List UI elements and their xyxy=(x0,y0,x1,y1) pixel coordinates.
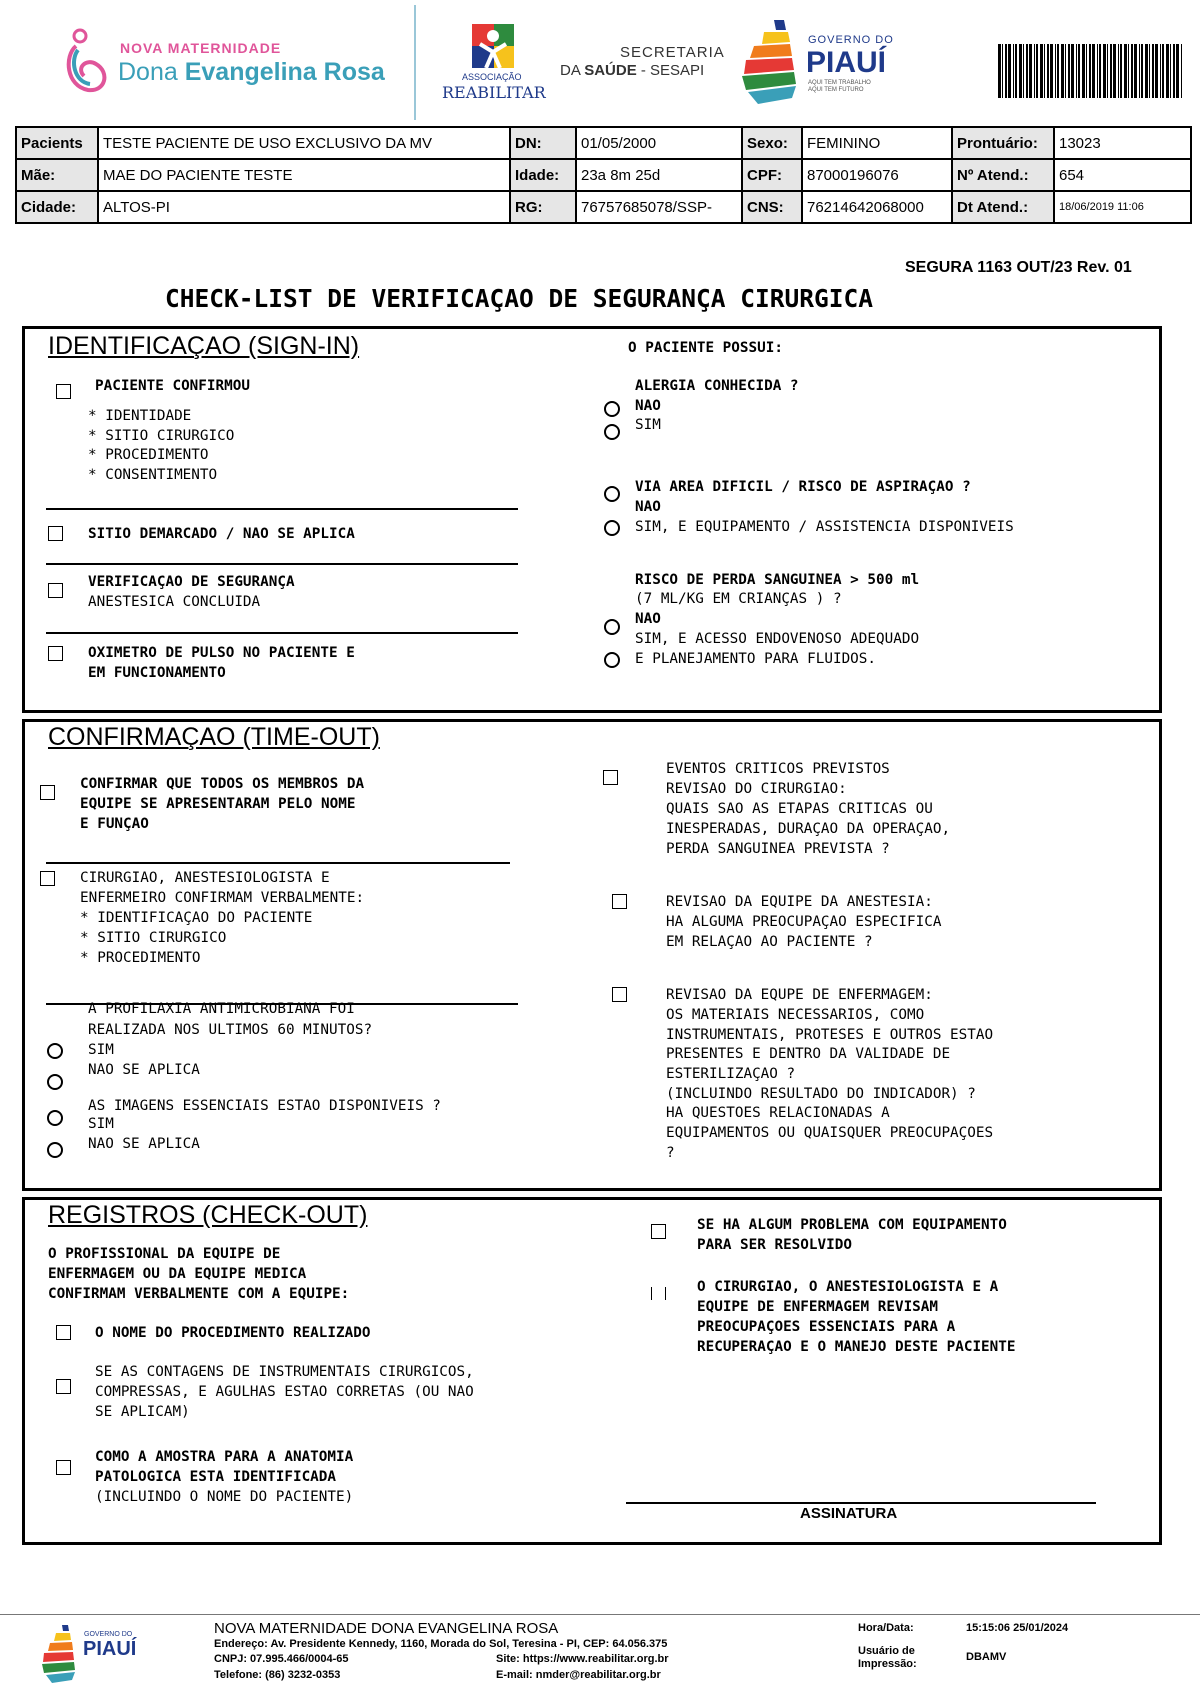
via-aerea-question-radio[interactable] xyxy=(604,486,620,502)
nome-procedimento-label: O NOME DO PROCEDIMENTO REALIZADO xyxy=(95,1325,371,1341)
barcode-bar xyxy=(1149,44,1150,98)
risco-sim-radio[interactable] xyxy=(604,652,620,668)
document-title: CHECK-LIST DE VERIFICAÇAO DE SEGURANÇA CIRURGICA xyxy=(165,284,874,313)
enfermagem-line-5: ESTERILIZAÇAO ? xyxy=(666,1066,796,1082)
contagens-line-2: COMPRESSAS, E AGULHAS ESTAO CORRETAS (OU NAO xyxy=(95,1384,474,1400)
mae-label: Mãe: xyxy=(16,159,98,191)
gov-name-text: PIAUÍ xyxy=(806,46,887,79)
rg-label: RG: xyxy=(510,191,576,223)
cidade-label: Cidade: xyxy=(16,191,98,223)
sexo-label: Sexo: xyxy=(742,127,802,159)
barcode-graphic xyxy=(996,44,1186,98)
oximetro-label-1: OXIMETRO DE PULSO NO PACIENTE E xyxy=(88,645,355,661)
barcode-bar xyxy=(1023,44,1024,98)
enfermagem-checkbox[interactable] xyxy=(612,987,627,1002)
maternity-name-part1: Dona xyxy=(118,58,178,86)
assoc-name-text: REABILITAR xyxy=(442,83,546,102)
risco-nao-label: NAO xyxy=(635,611,661,627)
footer-cnpj: CNPJ: 07.995.466/0004-65 xyxy=(214,1653,349,1665)
barcode-bar xyxy=(1110,44,1112,98)
imagens-na-label: NAO SE APLICA xyxy=(88,1136,200,1152)
barcode-bar xyxy=(1160,44,1161,98)
footer-hora-label: Hora/Data: xyxy=(858,1622,914,1634)
signin-divider-2 xyxy=(46,563,518,565)
maternity-top-text: NOVA MATERNIDADE xyxy=(120,40,282,56)
cirurgiao-line-1: CIRURGIAO, ANESTESIOLOGISTA E xyxy=(80,870,330,886)
imagens-sim-radio[interactable] xyxy=(47,1110,63,1126)
enfermagem-line-1: REVISAO DA EQUPE DE ENFERMAGEM: xyxy=(666,987,933,1003)
barcode-bar xyxy=(1176,44,1179,98)
risco-sim-label-1: SIM, E ACESSO ENDOVENOSO ADEQUADO xyxy=(635,631,920,647)
anestesia-line-1: REVISAO DA EQUIPE DA ANESTESIA: xyxy=(666,894,933,910)
barcode-bar xyxy=(1015,44,1017,98)
verificacao-label-2: ANESTESICA CONCLUIDA xyxy=(88,594,261,610)
eventos-line-3: QUAIS SAO AS ETAPAS CRITICAS OU xyxy=(666,801,933,817)
idade-label: Idade: xyxy=(510,159,576,191)
barcode-bar xyxy=(1131,44,1133,98)
profilaxia-na-radio[interactable] xyxy=(47,1074,63,1090)
enfermagem-line-8: EQUIPAMENTOS OU QUAISQUER PREOCUPAÇOES xyxy=(666,1125,994,1141)
footer-rule xyxy=(0,1614,1200,1615)
conf-item-3: * PROCEDIMENTO xyxy=(88,447,209,463)
footer-hora-value: 15:15:06 25/01/2024 xyxy=(966,1622,1069,1634)
timeout-title: CONFIRMAÇAO (TIME-OUT) xyxy=(48,723,380,751)
barcode-bar xyxy=(1089,44,1091,98)
barcode-bar xyxy=(1170,44,1171,98)
reabilitar-figure-icon xyxy=(464,22,524,72)
footer-email[interactable]: E-mail: nmder@reabilitar.org.br xyxy=(496,1669,661,1681)
recuperacao-line-2: EQUIPE DE ENFERMAGEM REVISAM xyxy=(697,1299,939,1315)
idade-value: 23a 8m 25d xyxy=(576,159,742,191)
footer-gov-top: GOVERNO DO xyxy=(84,1631,133,1638)
barcode-bar xyxy=(1019,44,1022,98)
piaui-stripes-icon xyxy=(740,18,802,108)
recuperacao-checkbox[interactable] xyxy=(651,1287,666,1300)
checkout-title: REGISTROS (CHECK-OUT) xyxy=(48,1201,368,1229)
barcode-bar xyxy=(1124,44,1127,98)
dtatend-value: 18/06/2019 11:06 xyxy=(1054,191,1191,223)
barcode-bar xyxy=(1061,44,1064,98)
barcode-bar xyxy=(1128,44,1129,98)
secretaria-saude: SAÚDE xyxy=(584,62,637,79)
profilaxia-sim-radio[interactable] xyxy=(47,1043,63,1059)
amostra-checkbox[interactable] xyxy=(56,1460,71,1475)
assoc-small-text: ASSOCIAÇÃO xyxy=(462,72,522,82)
checkout-intro-3: CONFIRMAM VERBALMENTE COM A EQUIPE: xyxy=(48,1286,350,1302)
rg-value: 76757685078/SSP- xyxy=(576,191,742,223)
maternity-mother-icon xyxy=(66,28,110,98)
footer-usuario-label-2: Impressão: xyxy=(858,1658,917,1670)
barcode-bar xyxy=(1034,44,1035,98)
via-aerea-question: VIA AREA DIFICIL / RISCO DE ASPIRAÇAO ? xyxy=(635,479,971,495)
membros-line-1: CONFIRMAR QUE TODOS OS MEMBROS DA xyxy=(80,776,365,792)
cirurgiao-line-3: * IDENTIFICAÇAO DO PACIENTE xyxy=(80,910,313,926)
barcode-bar xyxy=(1099,44,1101,98)
footer-usuario-label-1: Usuário de xyxy=(858,1645,915,1657)
membros-checkbox[interactable] xyxy=(40,785,55,800)
barcode-bar xyxy=(1065,44,1066,98)
anestesia-line-2: HA ALGUMA PREOCUPAÇAO ESPECIFICA xyxy=(666,914,942,930)
barcode-bar xyxy=(1026,44,1028,98)
header-divider xyxy=(414,5,416,120)
barcode-bar xyxy=(1092,44,1095,98)
via-aerea-nao-label: NAO xyxy=(635,499,661,515)
timeout-divider-1 xyxy=(46,862,510,864)
barcode-bar xyxy=(1120,44,1122,98)
barcode-bar xyxy=(1071,44,1074,98)
patient-row-1 xyxy=(16,127,1191,159)
barcode-bar xyxy=(1145,44,1148,98)
barcode-bar xyxy=(1050,44,1053,98)
barcode-bar xyxy=(1086,44,1087,98)
dn-label: DN: xyxy=(510,127,576,159)
signin-possui: O PACIENTE POSSUI: xyxy=(628,340,783,356)
cpf-label: CPF: xyxy=(742,159,802,191)
contagens-line-3: SE APLICAM) xyxy=(95,1404,190,1420)
anestesia-line-3: EM RELAÇAO AO PACIENTE ? xyxy=(666,934,873,950)
alergia-sim-label: SIM xyxy=(635,417,661,433)
amostra-line-2: PATOLOGICA ESTA IDENTIFICADA xyxy=(95,1469,337,1485)
eventos-line-2: REVISAO DO CIRURGIAO: xyxy=(666,781,847,797)
imagens-na-radio[interactable] xyxy=(47,1142,63,1158)
mae-value: MAE DO PACIENTE TESTE xyxy=(98,159,510,191)
barcode-bar xyxy=(1134,44,1137,98)
barcode-bar xyxy=(1107,44,1108,98)
maternity-name-part2: Evangelina Rosa xyxy=(184,58,385,86)
barcode-bar xyxy=(1005,44,1007,98)
secretaria-line2 xyxy=(560,62,704,79)
signature-line[interactable] xyxy=(626,1502,1096,1504)
eventos-line-5: PERDA SANGUINEA PREVISTA ? xyxy=(666,841,890,857)
oximetro-checkbox[interactable] xyxy=(48,646,63,661)
barcode-bar xyxy=(1013,44,1014,98)
secretaria-logo xyxy=(560,44,730,84)
reabilitar-logo xyxy=(438,22,548,102)
barcode-bar xyxy=(1166,44,1169,98)
enfermagem-line-9: ? xyxy=(666,1145,675,1161)
atend-label: Nº Atend.: xyxy=(952,159,1054,191)
barcode-bar xyxy=(1118,44,1119,98)
cns-label: CNS: xyxy=(742,191,802,223)
barcode-bar xyxy=(1044,44,1045,98)
gov-top-text: GOVERNO DO xyxy=(808,34,894,46)
checkout-intro-2: ENFERMAGEM OU DA EQUIPE MEDICA xyxy=(48,1266,307,1282)
risco-question-2: (7 ML/KG EM CRIANÇAS ) ? xyxy=(635,591,842,607)
anestesia-checkbox[interactable] xyxy=(612,894,627,909)
nome-procedimento-checkbox[interactable] xyxy=(56,1325,71,1340)
oximetro-label-2: EM FUNCIONAMENTO xyxy=(88,665,226,681)
alergia-sim-radio[interactable] xyxy=(604,424,620,440)
footer-gov-logo xyxy=(40,1621,160,1687)
contagens-checkbox[interactable] xyxy=(56,1379,71,1394)
secretaria-line1: SECRETARIA xyxy=(620,44,725,61)
gov-sub-text: AQUI TEM TRABALHO AQUI TEM FUTURO xyxy=(808,80,871,93)
barcode-bar xyxy=(1002,44,1003,98)
footer-telefone: Telefone: (86) 3232-0353 xyxy=(214,1669,341,1681)
barcode-bar xyxy=(1155,44,1158,98)
problema-equipamento-checkbox[interactable] xyxy=(651,1224,666,1239)
barcode-bar xyxy=(1097,44,1098,98)
via-aerea-sim-radio[interactable] xyxy=(604,520,620,536)
barcode-bar xyxy=(1029,44,1032,98)
footer-gov-name: PIAUÍ xyxy=(83,1638,137,1660)
cns-value: 76214642068000 xyxy=(802,191,952,223)
barcode-bar xyxy=(1008,44,1011,98)
profilaxia-na-label: NAO SE APLICA xyxy=(88,1062,200,1078)
signin-divider-3 xyxy=(46,632,518,634)
paciente-label: Pacients xyxy=(16,127,98,159)
barcode xyxy=(996,44,1186,98)
imagens-question: AS IMAGENS ESSENCIAIS ESTAO DISPONIVEIS ? xyxy=(88,1098,441,1114)
barcode-bar xyxy=(1139,44,1140,98)
signin-title: IDENTIFICAÇAO (SIGN-IN) xyxy=(48,332,360,360)
barcode-bar xyxy=(998,44,1001,98)
patient-row-3 xyxy=(16,191,1191,223)
dtatend-label: Dt Atend.: xyxy=(952,191,1054,223)
membros-line-2: EQUIPE SE APRESENTARAM PELO NOME xyxy=(80,796,356,812)
barcode-bar xyxy=(1057,44,1059,98)
prontuario-value: 13023 xyxy=(1054,127,1191,159)
barcode-bar xyxy=(1113,44,1116,98)
footer-usuario-value: DBAMV xyxy=(966,1651,1007,1663)
enfermagem-line-4: PRESENTES E DENTRO DA VALIDADE DE xyxy=(666,1046,951,1062)
cidade-value: ALTOS-PI xyxy=(98,191,510,223)
cpf-value: 87000196076 xyxy=(802,159,952,191)
barcode-bar xyxy=(1152,44,1154,98)
cirurgiao-line-4: * SITIO CIRURGICO xyxy=(80,930,227,946)
maternity-logo xyxy=(66,28,396,98)
barcode-bar xyxy=(1076,44,1077,98)
signature-label: ASSINATURA xyxy=(800,1505,898,1522)
barcode-bar xyxy=(1036,44,1038,98)
maternity-name xyxy=(118,58,385,87)
prontuario-label: Prontuário: xyxy=(952,127,1054,159)
secretaria-da: DA xyxy=(560,62,581,79)
contagens-line-1: SE AS CONTAGENS DE INSTRUMENTAIS CIRURGICOS, xyxy=(95,1364,474,1380)
footer-piaui-stripes-icon xyxy=(40,1623,80,1685)
sitio-demarcado-label: SITIO DEMARCADO / NAO SE APLICA xyxy=(88,526,355,542)
barcode-bar xyxy=(1162,44,1164,98)
barcode-bar xyxy=(1068,44,1070,98)
problema-line-2: PARA SER RESOLVIDO xyxy=(697,1237,852,1253)
enfermagem-line-7: HA QUESTOES RELACIONADAS A xyxy=(666,1105,890,1121)
barcode-bar xyxy=(1103,44,1106,98)
problema-line-1: SE HA ALGUM PROBLEMA COM EQUIPAMENTO xyxy=(697,1217,1007,1233)
recuperacao-line-1: O CIRURGIAO, O ANESTESIOLOGISTA E A xyxy=(697,1279,999,1295)
alergia-nao-label: NAO xyxy=(635,398,661,414)
barcode-bar xyxy=(1078,44,1080,98)
cirurgiao-line-2: ENFERMEIRO CONFIRMAM VERBALMENTE: xyxy=(80,890,365,906)
profilaxia-question-2: REALIZADA NOS ULTIMOS 60 MINUTOS? xyxy=(88,1022,373,1038)
enfermagem-line-2: OS MATERIAIS NECESSARIOS, COMO xyxy=(666,1007,925,1023)
via-aerea-sim-label: SIM, E EQUIPAMENTO / ASSISTENCIA DISPONIVEIS xyxy=(635,519,1014,535)
patient-info-table xyxy=(15,126,1192,224)
barcode-bar xyxy=(1040,44,1043,98)
eventos-line-4: INESPERADAS, DURAÇAO DA OPERAÇAO, xyxy=(666,821,951,837)
verificacao-label-1: VERIFICAÇAO DE SEGURANÇA xyxy=(88,574,295,590)
atend-value: 654 xyxy=(1054,159,1191,191)
amostra-line-1: COMO A AMOSTRA PARA A ANATOMIA xyxy=(95,1449,354,1465)
paciente-confirmou-label: PACIENTE CONFIRMOU xyxy=(95,378,250,394)
conf-item-4: * CONSENTIMENTO xyxy=(88,467,218,483)
signin-divider-1 xyxy=(46,508,518,510)
barcode-bar xyxy=(1055,44,1056,98)
barcode-bar xyxy=(1082,44,1085,98)
alergia-nao-radio[interactable] xyxy=(604,401,620,417)
imagens-sim-label: SIM xyxy=(88,1116,114,1132)
eventos-checkbox[interactable] xyxy=(603,770,618,785)
profilaxia-question-1: A PROFILAXIA ANTIMICROBIANA FOI xyxy=(88,1001,355,1017)
cirurgiao-line-5: * PROCEDIMENTO xyxy=(80,950,201,966)
gov-piaui-logo xyxy=(740,18,900,108)
verificacao-anestesica-checkbox[interactable] xyxy=(48,583,63,598)
eventos-line-1: EVENTOS CRITICOS PREVISTOS xyxy=(666,761,890,777)
enfermagem-line-3: INSTRUMENTAIS, PROTESES E OUTROS ESTAO xyxy=(666,1027,994,1043)
footer-endereco: Endereço: Av. Presidente Kennedy, 1160, Morada do Sol, Teresina - PI, CEP: 64.056.375 xyxy=(214,1638,668,1650)
barcode-bar xyxy=(1173,44,1175,98)
barcode-bar xyxy=(1141,44,1143,98)
footer-org: NOVA MATERNIDADE DONA EVANGELINA ROSA xyxy=(214,1620,559,1637)
document-code: SEGURA 1163 OUT/23 Rev. 01 xyxy=(905,259,1132,276)
profilaxia-sim-label: SIM xyxy=(88,1042,114,1058)
paciente-confirmou-checkbox[interactable] xyxy=(56,384,71,399)
conf-item-1: * IDENTIDADE xyxy=(88,408,192,424)
risco-sim-label-2: E PLANEJAMENTO PARA FLUIDOS. xyxy=(635,651,877,667)
sexo-value: FEMININO xyxy=(802,127,952,159)
dn-value: 01/05/2000 xyxy=(576,127,742,159)
cirurgiao-checkbox[interactable] xyxy=(40,871,55,886)
barcode-bar xyxy=(1181,44,1182,98)
alergia-question: ALERGIA CONHECIDA ? xyxy=(635,378,799,394)
enfermagem-line-6: (INCLUINDO RESULTADO DO INDICADOR) ? xyxy=(666,1086,976,1102)
paciente-value: TESTE PACIENTE DE USO EXCLUSIVO DA MV xyxy=(98,127,510,159)
patient-row-2 xyxy=(16,159,1191,191)
checkout-intro-1: O PROFISSIONAL DA EQUIPE DE xyxy=(48,1246,281,1262)
secretaria-sesapi: - SESAPI xyxy=(640,62,705,79)
risco-nao-radio[interactable] xyxy=(604,619,620,635)
recuperacao-line-3: PREOCUPAÇOES ESSENCIAIS PARA A xyxy=(697,1319,956,1335)
recuperacao-line-4: RECUPERAÇAO E O MANEJO DESTE PACIENTE xyxy=(697,1339,1016,1355)
membros-line-3: E FUNÇAO xyxy=(80,816,149,832)
risco-question-1: RISCO DE PERDA SANGUINEA > 500 ml xyxy=(635,572,920,588)
conf-item-2: * SITIO CIRURGICO xyxy=(88,428,235,444)
amostra-line-3: (INCLUINDO O NOME DO PACIENTE) xyxy=(95,1489,354,1505)
sitio-demarcado-checkbox[interactable] xyxy=(48,526,63,541)
barcode-bar xyxy=(1047,44,1049,98)
footer-site[interactable]: Site: https://www.reabilitar.org.br xyxy=(496,1653,669,1665)
